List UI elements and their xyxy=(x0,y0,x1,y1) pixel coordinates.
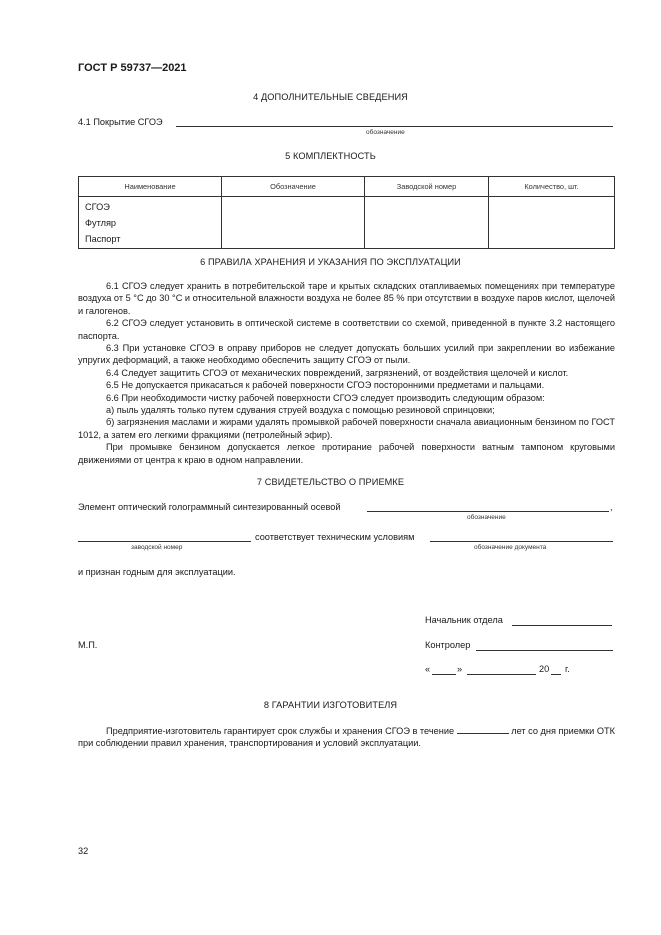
warranty-text-after: лет со дня приемки ОТК при соблюдении правил хранения, транспортирования и условий эксплуатации. xyxy=(78,726,615,749)
paragraph-6-2: 6.2 СГОЭ следует установить в оптической системе в соответствии со схемой, приведенной в пункте 3.2 настоящего паспорта. xyxy=(78,318,615,341)
paragraph-6-3: 6.3 При установке СГОЭ в оправу приборов не следует допускать больших усилий при закреплении во избежание упругих деформаций, а также необходимо обеспечить защиту СГОЭ от пыли. xyxy=(78,343,615,366)
date-open-quote: « xyxy=(425,664,431,674)
element-comma: , xyxy=(610,502,613,512)
stamp-label: М.П. xyxy=(78,640,98,650)
quantity-cell[interactable] xyxy=(489,197,615,249)
column-header-serial: Заводской номер xyxy=(365,177,489,197)
head-of-department-label: Начальник отдела xyxy=(425,615,503,625)
coating-caption: обозначение xyxy=(366,129,405,136)
table-header-row xyxy=(79,177,615,197)
document-header: ГОСТ Р 59737—2021 xyxy=(78,62,187,74)
head-signature-line[interactable] xyxy=(512,625,612,626)
page-number: 32 xyxy=(78,846,89,856)
paragraph-6-6: 6.6 При необходимости чистку рабочей поверхности СГОЭ следует производить следующим образом: xyxy=(106,392,545,403)
controller-label: Контролер xyxy=(425,640,471,650)
items-cell xyxy=(79,197,222,249)
section-4-title: 4 ДОПОЛНИТЕЛЬНЫЕ СВЕДЕНИЯ xyxy=(253,92,408,102)
paragraph-6-5: 6.5 Не допускается прикасаться к рабочей поверхности СГОЭ посторонними предметами и пальцами. xyxy=(106,380,545,391)
column-header-name: Наименование xyxy=(79,177,222,197)
section-6-title: 6 ПРАВИЛА ХРАНЕНИЯ И УКАЗАНИЯ ПО ЭКСПЛУАТАЦИИ xyxy=(200,257,461,267)
section-5-title: 5 КОМПЛЕКТНОСТЬ xyxy=(285,151,376,161)
paragraph-6-1: 6.1 СГОЭ следует хранить в потребительской таре и крытых складских отапливаемых помещениях при температуре воздуха от 5 °С до 30 °С и относительной влажности воздуха не более 85 % при отсутствии в воздухе паров кислот, щелочей и галогенов. xyxy=(78,281,615,316)
coating-label: 4.1 Покрытие СГОЭ xyxy=(78,117,163,127)
warranty-period-line[interactable] xyxy=(457,724,509,734)
element-designation-line[interactable] xyxy=(367,511,609,512)
list-item: СГОЭ xyxy=(85,202,110,212)
designation-caption: обозначение xyxy=(467,514,506,521)
list-item: Паспорт xyxy=(85,234,121,244)
date-year-prefix: 20 xyxy=(539,664,550,674)
spec-document-caption: обозначение документа xyxy=(474,544,547,551)
element-label: Элемент оптический голограммный синтезированный осевой xyxy=(78,502,341,512)
complies-label: соответствует техническим условиям xyxy=(255,532,415,542)
date-year-suffix: г. xyxy=(565,664,570,674)
date-day-line[interactable] xyxy=(432,674,456,675)
date-close-quote: » xyxy=(457,664,463,674)
paragraph-6-4: 6.4 Следует защитить СГОЭ от механических повреждений, загрязнений, от воздействия щелочей и кислот. xyxy=(106,367,569,378)
coating-field-line[interactable] xyxy=(176,126,613,127)
column-header-quantity: Количество, шт. xyxy=(489,177,615,197)
date-month-line[interactable] xyxy=(467,674,536,675)
paragraph-6-7: При промывке бензином допускается легкое протирание рабочей поверхности ватным тампоном круговыми движениями от центра к краю в одном направлении. xyxy=(78,442,615,465)
paragraph-6-6-a: а) пыль удалять только путем сдувания струей воздуха с помощью резиновой спринцовки; xyxy=(106,405,495,416)
paragraph-6-6-b: б) загрязнения маслами и жирами удалять промывкой рабочей поверхности сначала авиационным бензином по ГОСТ 1012, а затем его легкими фракциями (петролейный эфир). xyxy=(78,417,615,440)
controller-signature-line[interactable] xyxy=(476,650,613,651)
designation-cell[interactable] xyxy=(222,197,365,249)
serial-caption: заводской номер xyxy=(131,544,183,551)
warranty-paragraph xyxy=(78,724,615,750)
section-6-body xyxy=(78,280,615,466)
date-year-line[interactable] xyxy=(551,674,561,675)
spec-document-line[interactable] xyxy=(430,541,613,542)
serial-cell[interactable] xyxy=(365,197,489,249)
list-item: Футляр xyxy=(85,218,117,228)
serial-number-line[interactable] xyxy=(78,541,251,542)
warranty-text-before: Предприятие-изготовитель гарантирует срок службы и хранения СГОЭ в течение xyxy=(106,726,455,736)
table-row xyxy=(79,197,615,249)
kit-table xyxy=(78,176,615,249)
section-8-title: 8 ГАРАНТИИ ИЗГОТОВИТЕЛЯ xyxy=(263,700,398,710)
section-7-title: 7 СВИДЕТЕЛЬСТВО О ПРИЕМКЕ xyxy=(256,477,405,487)
column-header-designation: Обозначение xyxy=(222,177,365,197)
approved-text: и признан годным для эксплуатации. xyxy=(78,567,236,577)
